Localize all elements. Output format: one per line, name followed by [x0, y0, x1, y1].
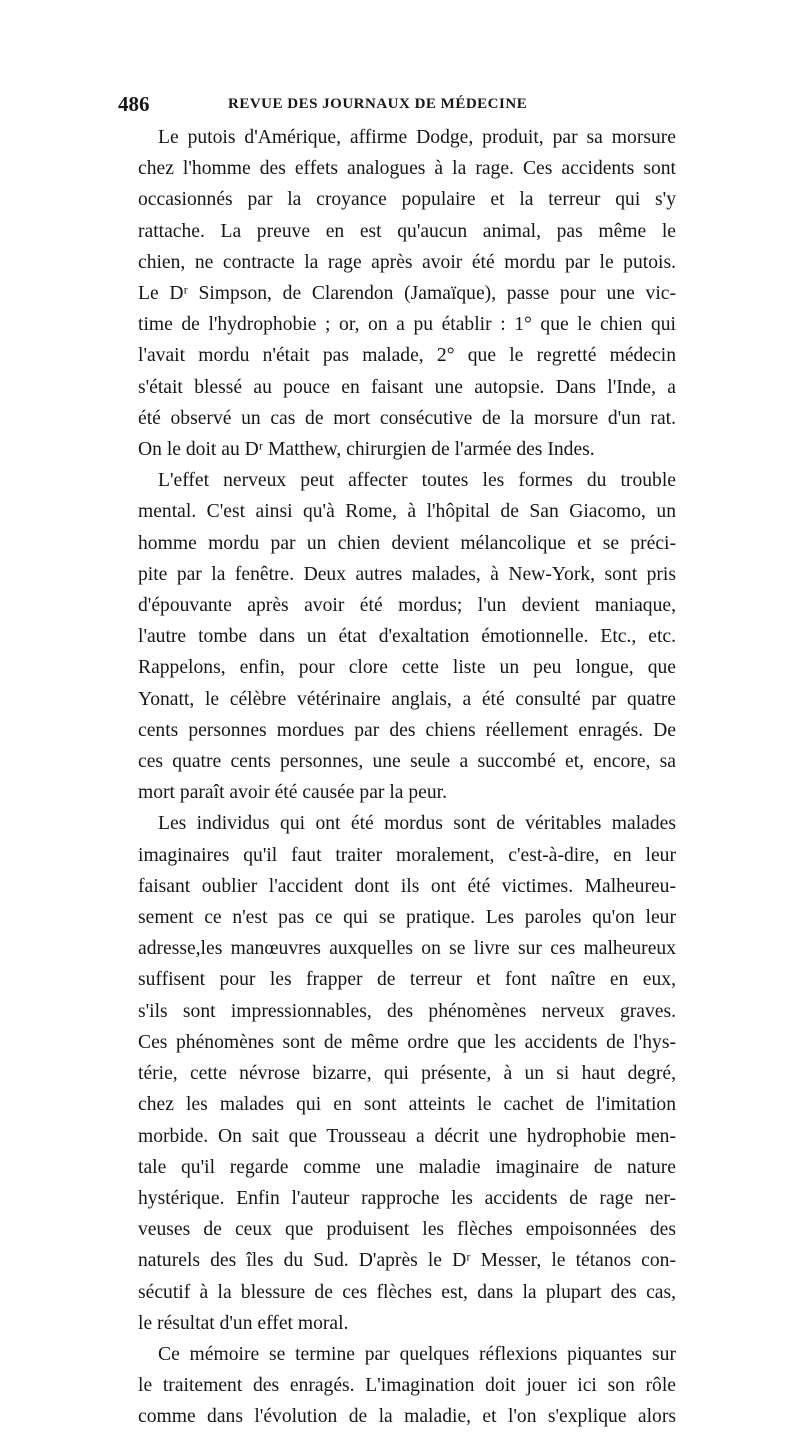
text-line: l'autre tombe dans un état d'exaltation émotionnelle. Etc., etc. [138, 626, 676, 648]
paragraph [118, 1339, 676, 1433]
body-text [118, 122, 676, 1433]
text-line: mental. C'est ainsi qu'à Rome, à l'hôpital de San Giacomo, un [138, 501, 676, 523]
text-line: occasionnés par la croyance populaire et la terreur qui s'y [138, 189, 676, 211]
text-line: comme dans l'évolution de la maladie, et l'on s'explique alors [138, 1406, 676, 1428]
text-line: cents personnes mordues par des chiens réellement enragés. De [138, 719, 676, 741]
text-line: térie, cette névrose bizarre, qui présente, à un si haut degré, [138, 1063, 676, 1085]
paragraph [118, 122, 676, 465]
text-line: hystérique. Enfin l'auteur rapproche les accidents de rage ner- [138, 1187, 676, 1209]
text-line: chez les malades qui en sont atteints le cachet de l'imitation [138, 1094, 676, 1116]
page-number: 486 [118, 92, 150, 116]
text-line: time de l'hydrophobie ; or, on a pu établir : 1° que le chien qui [138, 314, 676, 336]
text-line: le traitement des enragés. L'imagination doit jouer ici son rôle [138, 1375, 676, 1397]
text-line: ces quatre cents personnes, une seule a succombé et, encore, sa [138, 751, 676, 773]
text-line: Ces phénomènes sont de même ordre que les accidents de l'hys- [138, 1031, 676, 1053]
running-title: REVUE DES JOURNAUX DE MÉDECINE [228, 96, 528, 112]
text-line: imaginaires qu'il faut traiter moralement, c'est-à-dire, en leur [138, 844, 676, 866]
text-line: le résultat d'un effet moral. [138, 1312, 349, 1334]
text-line: Yonatt, le célèbre vétérinaire anglais, a été consulté par quatre [138, 688, 676, 710]
text-line: Le putois d'Amérique, affirme Dodge, produit, par sa morsure [158, 127, 676, 148]
text-line: veuses de ceux que produisent les flèches empoisonnées des [138, 1219, 676, 1241]
text-line: Rappelons, enfin, pour clore cette liste un peu longue, que [138, 657, 676, 679]
running-head [118, 92, 676, 118]
paragraph [118, 808, 676, 1338]
text-line: On le doit au Dʳ Matthew, chirurgien de l'armée des Indes. [138, 439, 595, 461]
text-line: Ce mémoire se termine par quelques réflexions piquantes sur [158, 1343, 676, 1365]
text-line: homme mordu par un chien devient mélancolique et se préci- [138, 532, 676, 554]
book-page [118, 92, 676, 1433]
text-line: naturels des îles du Sud. D'après le Dʳ Messer, le tétanos con- [138, 1250, 676, 1272]
text-line: morbide. On sait que Trousseau a décrit une hydrophobie men- [138, 1125, 676, 1147]
text-line: s'ils sont impressionnables, des phénomènes nerveux graves. [138, 1000, 676, 1022]
text-line: sécutif à la blessure de ces flèches est, dans la plupart des cas, [138, 1281, 676, 1303]
text-line: rattache. La preuve en est qu'aucun animal, pas même le [138, 220, 676, 242]
text-line: tale qu'il regarde comme une maladie imaginaire de nature [138, 1156, 676, 1178]
text-line: s'était blessé au pouce en faisant une autopsie. Dans l'Inde, a [138, 376, 676, 398]
text-line: chez l'homme des effets analogues à la rage. Ces accidents sont [138, 158, 676, 180]
text-line: chien, ne contracte la rage après avoir été mordu par le putois. [138, 251, 676, 273]
paragraph [118, 465, 676, 808]
text-line: été observé un cas de mort consécutive de la morsure d'un rat. [138, 407, 676, 429]
text-line: suffisent pour les frapper de terreur et font naître en eux, [138, 969, 676, 991]
text-line: Les individus qui ont été mordus sont de véritables malades [158, 813, 676, 835]
text-line: l'avait mordu n'était pas malade, 2° que le regretté médecin [138, 345, 676, 367]
text-line: faisant oublier l'accident dont ils ont été victimes. Malheureu- [138, 875, 676, 897]
text-line: Le Dʳ Simpson, de Clarendon (Jamaïque), passe pour une vic- [138, 283, 676, 305]
text-line: d'épouvante après avoir été mordus; l'un devient maniaque, [138, 595, 676, 617]
text-line: sement ce n'est pas ce qui se pratique. Les paroles qu'on leur [138, 907, 676, 929]
text-line: L'effet nerveux peut affecter toutes les formes du trouble [158, 470, 676, 492]
text-line: pite par la fenêtre. Deux autres malades, à New-York, sont pris [138, 563, 676, 585]
text-line: adresse,les manœuvres auxquelles on se livre sur ces malheureux [138, 938, 676, 960]
text-line: mort paraît avoir été causée par la peur. [138, 782, 447, 804]
